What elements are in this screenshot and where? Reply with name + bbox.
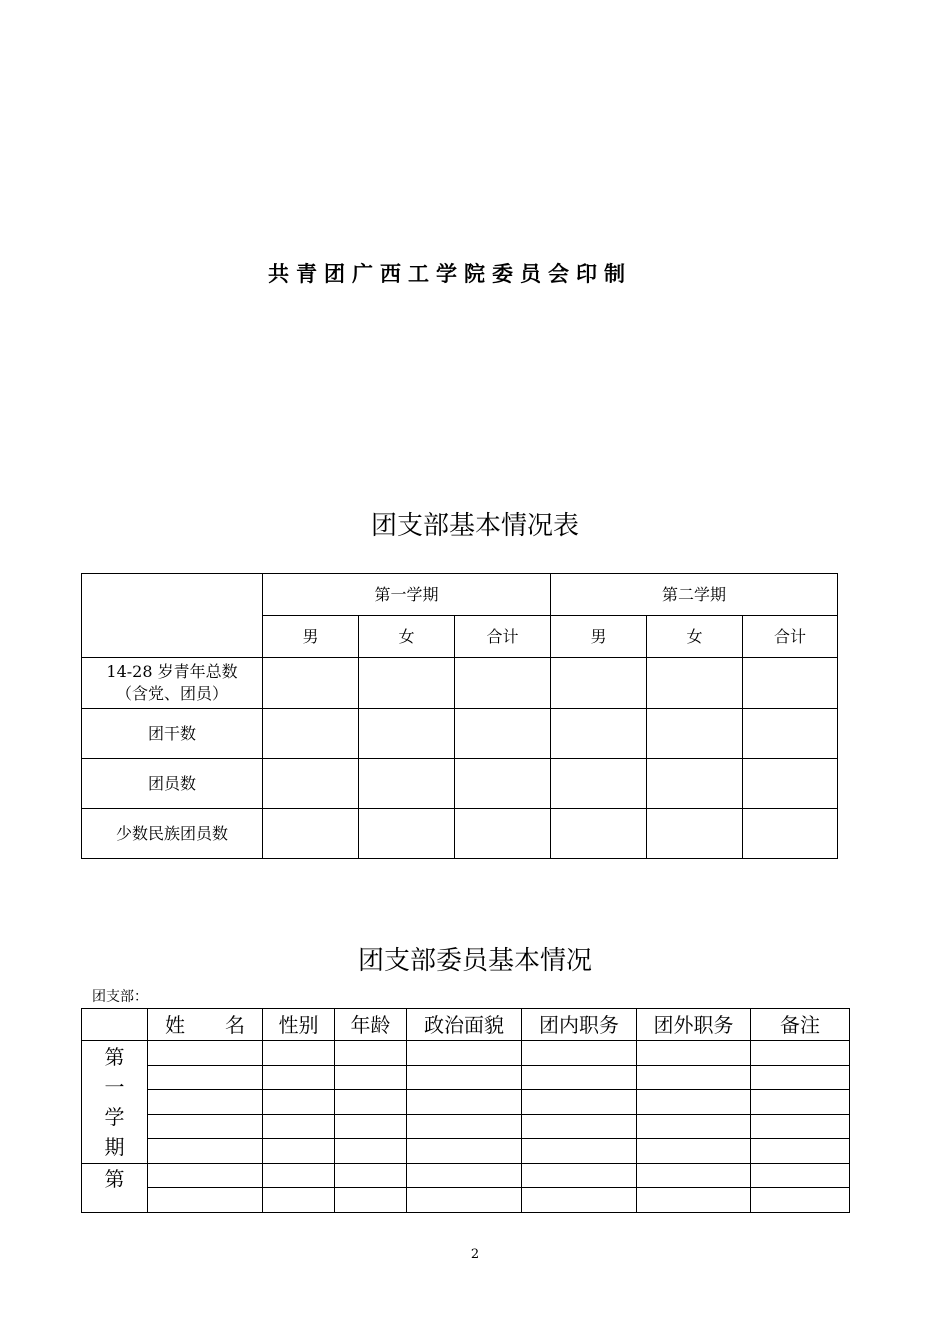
gender-header: 性别 (263, 1009, 335, 1041)
name-header (148, 1009, 263, 1041)
header-blank-cell (82, 574, 263, 658)
data-cell[interactable] (335, 1188, 407, 1213)
data-cell[interactable] (455, 709, 551, 759)
data-cell[interactable] (263, 658, 359, 709)
data-cell[interactable] (551, 759, 647, 809)
data-cell[interactable] (263, 759, 359, 809)
data-cell[interactable] (551, 809, 647, 859)
table-row (82, 1188, 850, 1213)
political-status-header: 政治面貌 (407, 1009, 522, 1041)
data-cell[interactable] (263, 1139, 335, 1164)
semester1-char: 学 (104, 1105, 125, 1129)
data-cell[interactable] (359, 809, 455, 859)
semester1-char: 第 (104, 1045, 125, 1069)
semester2-char: 第 (104, 1167, 125, 1191)
s2-total-header: 合计 (743, 616, 838, 658)
table-row (82, 1041, 850, 1066)
data-cell[interactable] (751, 1139, 850, 1164)
age-header: 年龄 (335, 1009, 407, 1041)
data-cell[interactable] (637, 1115, 751, 1139)
table-row (82, 1115, 850, 1139)
data-cell[interactable] (263, 1090, 335, 1115)
data-cell[interactable] (637, 1139, 751, 1164)
data-cell[interactable] (263, 1188, 335, 1213)
data-cell[interactable] (743, 709, 838, 759)
semester2-label (82, 1164, 148, 1213)
external-position-header: 团外职务 (637, 1009, 751, 1041)
table-row (82, 1139, 850, 1164)
data-cell[interactable] (751, 1164, 850, 1188)
s1-female-header: 女 (359, 616, 455, 658)
data-cell[interactable] (407, 1066, 522, 1090)
semester1-header: 第一学期 (263, 574, 551, 616)
table-row (82, 1066, 850, 1090)
data-cell[interactable] (407, 1090, 522, 1115)
data-cell[interactable] (551, 709, 647, 759)
data-cell[interactable] (637, 1164, 751, 1188)
data-cell[interactable] (263, 1041, 335, 1066)
data-cell[interactable] (637, 1041, 751, 1066)
data-cell[interactable] (647, 709, 743, 759)
data-cell[interactable] (647, 809, 743, 859)
basic-info-table (81, 573, 838, 859)
data-cell[interactable] (743, 658, 838, 709)
name-header-char1: 姓 (165, 1012, 185, 1037)
table-row (82, 1090, 850, 1115)
data-cell[interactable] (455, 759, 551, 809)
row-label-youth-total (82, 658, 263, 709)
semester2-header: 第二学期 (551, 574, 838, 616)
s1-male-header: 男 (263, 616, 359, 658)
data-cell[interactable] (743, 759, 838, 809)
data-cell[interactable] (522, 1188, 637, 1213)
header-blank-cell (82, 1009, 148, 1041)
page-number: 2 (470, 1247, 480, 1262)
data-cell[interactable] (637, 1090, 751, 1115)
data-cell[interactable] (359, 709, 455, 759)
data-cell[interactable] (637, 1066, 751, 1090)
data-cell[interactable] (359, 658, 455, 709)
row-label-members: 团员数 (82, 759, 263, 809)
data-cell[interactable] (751, 1115, 850, 1139)
data-cell[interactable] (647, 658, 743, 709)
data-cell[interactable] (522, 1041, 637, 1066)
row-label-line1: 14-28 岁青年总数 (106, 662, 238, 681)
data-cell[interactable] (751, 1188, 850, 1213)
data-cell[interactable] (263, 809, 359, 859)
data-cell[interactable] (455, 809, 551, 859)
s1-total-header: 合计 (455, 616, 551, 658)
data-cell[interactable] (148, 1041, 263, 1066)
data-cell[interactable] (335, 1115, 407, 1139)
s2-female-header: 女 (647, 616, 743, 658)
data-cell[interactable] (335, 1090, 407, 1115)
data-cell[interactable] (522, 1115, 637, 1139)
table-row (82, 809, 838, 859)
name-header-char2: 名 (225, 1012, 245, 1037)
table-row (82, 658, 838, 709)
data-cell[interactable] (407, 1139, 522, 1164)
data-cell[interactable] (743, 809, 838, 859)
semester1-char: 期 (104, 1135, 125, 1159)
data-cell[interactable] (263, 709, 359, 759)
data-cell[interactable] (263, 1115, 335, 1139)
data-cell[interactable] (637, 1188, 751, 1213)
branch-label: 团支部： (92, 989, 148, 1005)
printed-by-text: 共青团广西工学院委员会印制 (268, 262, 632, 286)
data-cell[interactable] (335, 1041, 407, 1066)
data-cell[interactable] (407, 1188, 522, 1213)
table-row (82, 759, 838, 809)
basic-info-table-title: 团支部基本情况表 (370, 511, 579, 541)
data-cell[interactable] (335, 1164, 407, 1188)
members-table (81, 1008, 850, 1213)
data-cell[interactable] (522, 1139, 637, 1164)
data-cell[interactable] (148, 1090, 263, 1115)
data-cell[interactable] (148, 1164, 263, 1188)
row-label-minority-members: 少数民族团员数 (82, 809, 263, 859)
data-cell[interactable] (751, 1041, 850, 1066)
data-cell[interactable] (407, 1041, 522, 1066)
data-cell[interactable] (647, 759, 743, 809)
data-cell[interactable] (522, 1066, 637, 1090)
data-cell[interactable] (407, 1115, 522, 1139)
table-row (82, 1164, 850, 1188)
data-cell[interactable] (751, 1066, 850, 1090)
remarks-header: 备注 (751, 1009, 850, 1041)
data-cell[interactable] (148, 1188, 263, 1213)
data-cell[interactable] (359, 759, 455, 809)
members-table-title: 团支部委员基本情况 (357, 946, 592, 976)
data-cell[interactable] (751, 1090, 850, 1115)
data-cell[interactable] (263, 1164, 335, 1188)
data-cell[interactable] (522, 1164, 637, 1188)
internal-position-header: 团内职务 (522, 1009, 637, 1041)
s2-male-header: 男 (551, 616, 647, 658)
semester1-label (82, 1041, 148, 1164)
data-cell[interactable] (335, 1066, 407, 1090)
data-cell[interactable] (551, 658, 647, 709)
semester1-char: 一 (104, 1075, 125, 1099)
row-label-cadres: 团干数 (82, 709, 263, 759)
data-cell[interactable] (263, 1066, 335, 1090)
data-cell[interactable] (335, 1139, 407, 1164)
data-cell[interactable] (455, 658, 551, 709)
table-row (82, 709, 838, 759)
data-cell[interactable] (148, 1115, 263, 1139)
row-label-line2: （含党、团员） (115, 684, 228, 703)
data-cell[interactable] (407, 1164, 522, 1188)
data-cell[interactable] (148, 1066, 263, 1090)
data-cell[interactable] (148, 1139, 263, 1164)
data-cell[interactable] (522, 1090, 637, 1115)
